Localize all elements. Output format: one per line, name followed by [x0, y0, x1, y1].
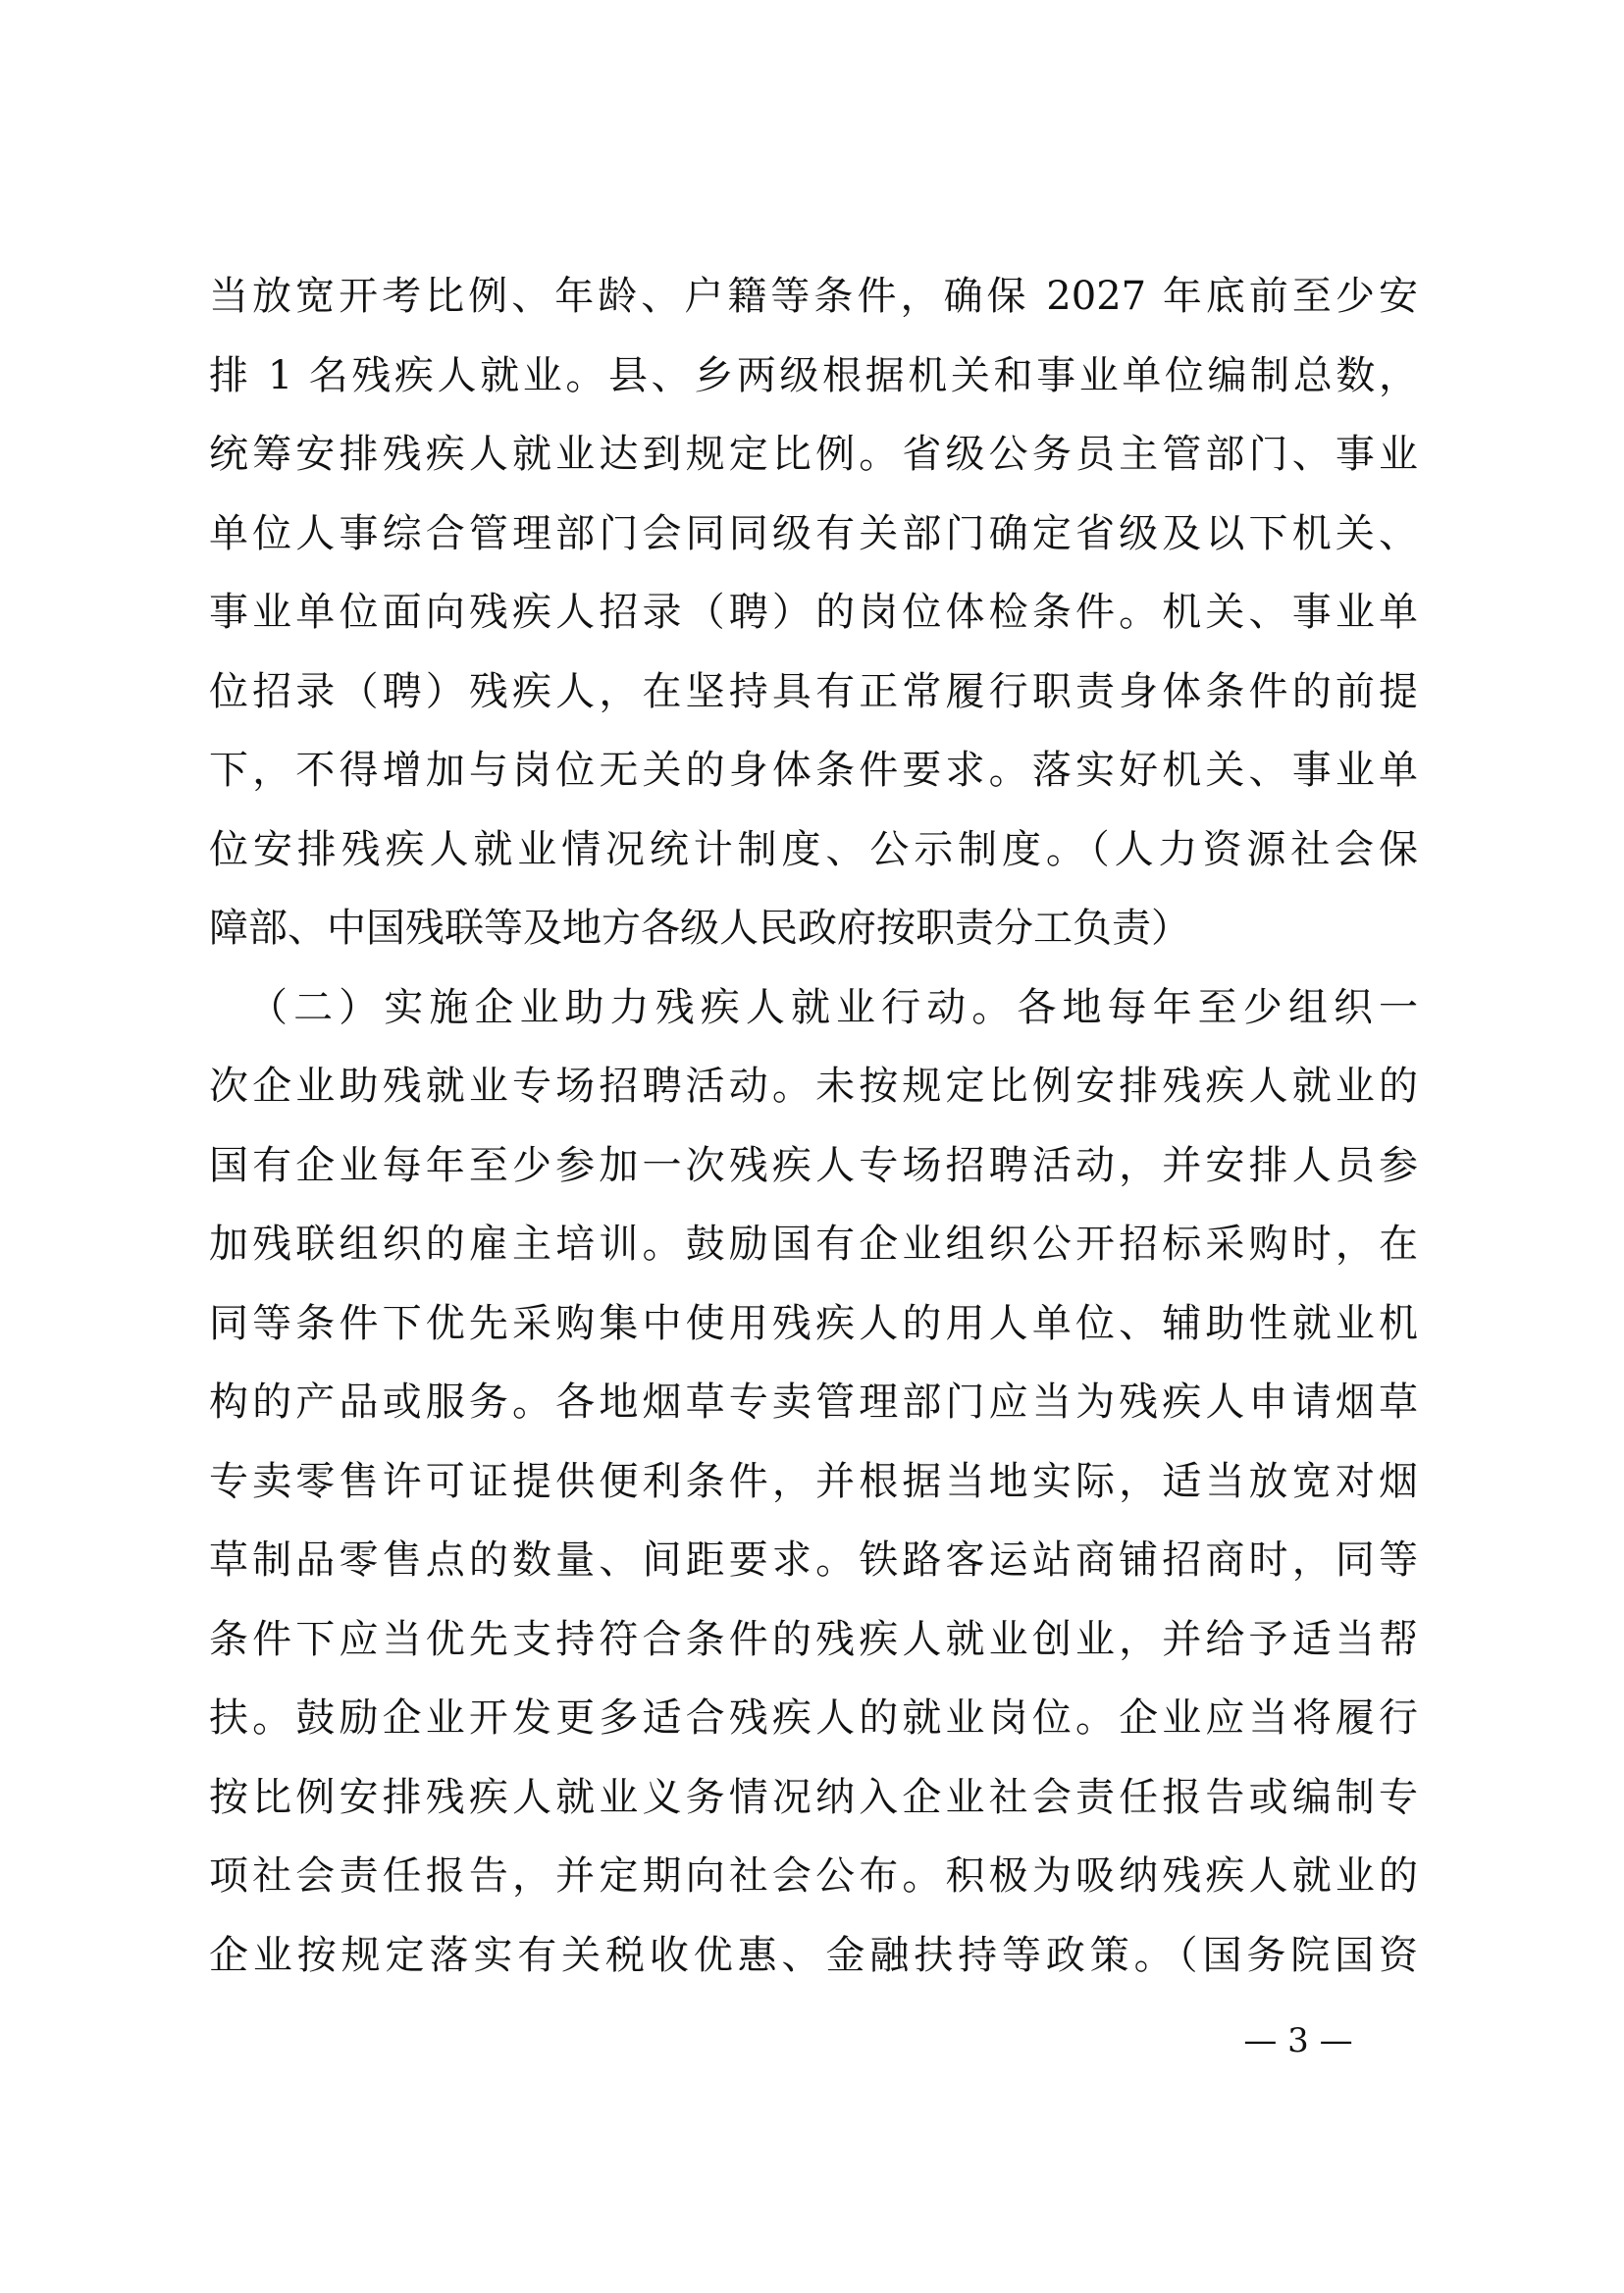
paragraph-1: [209, 257, 1418, 968]
text-line: 次企业助残就业专场招聘活动。未按规定比例安排残疾人就业的: [209, 1064, 1418, 1109]
text-line: 位安排残疾人就业情况统计制度、公示制度。（人力资源社会保: [209, 826, 1418, 872]
text-line: 同等条件下优先采购集中使用残疾人的用人单位、辅助性就业机: [209, 1300, 1418, 1346]
text-line: 国有企业每年至少参加一次残疾人专场招聘活动，并安排人员参: [209, 1142, 1418, 1188]
text-line: 下，不得增加与岗位无关的身体条件要求。落实好机关、事业单: [209, 748, 1418, 793]
text-line: 草制品零售点的数量、间距要求。铁路客运站商铺招商时，同等: [209, 1537, 1418, 1583]
text-line: 项社会责任报告，并定期向社会公布。积极为吸纳残疾人就业的: [209, 1853, 1418, 1899]
text-line: 排 1 名残疾人就业。县、乡两级根据机关和事业单位编制总数，: [209, 352, 1418, 398]
text-line: 加残联组织的雇主培训。鼓励国有企业组织公开招标采购时，在: [209, 1222, 1418, 1267]
text-line: 事业单位面向残疾人招录（聘）的岗位体检条件。机关、事业单: [209, 590, 1418, 635]
text-line: 当放宽开考比例、年龄、户籍等条件，确保 2027 年底前至少安: [209, 274, 1418, 319]
body-text: [209, 257, 1418, 1995]
text-line-indented: （二）实施企业助力残疾人就业行动。各地每年至少组织一: [248, 984, 1418, 1030]
text-line: 统筹安排残疾人就业达到规定比例。省级公务员主管部门、事业: [209, 432, 1418, 477]
text-line: 企业按规定落实有关税收优惠、金融扶持等政策。（国务院国资: [209, 1932, 1418, 1978]
text-line: 专卖零售许可证提供便利条件，并根据当地实际，适当放宽对烟: [209, 1458, 1418, 1504]
paragraph-2: [209, 968, 1418, 1996]
text-line: 按比例安排残疾人就业义务情况纳入企业社会责任报告或编制专: [209, 1774, 1418, 1820]
text-line: 单位人事综合管理部门会同同级有关部门确定省级及以下机关、: [209, 510, 1418, 556]
text-line: 障部、中国残联等及地方各级人民政府按职责分工负责）: [209, 906, 1190, 951]
text-line: 构的产品或服务。各地烟草专卖管理部门应当为残疾人申请烟草: [209, 1380, 1418, 1425]
page-number: — 3 —: [1243, 2021, 1353, 2060]
text-line: 扶。鼓励企业开发更多适合残疾人的就业岗位。企业应当将履行: [209, 1695, 1418, 1741]
text-line: 条件下应当优先支持符合条件的残疾人就业创业，并给予适当帮: [209, 1616, 1418, 1662]
text-line: 位招录（聘）残疾人，在坚持具有正常履行职责身体条件的前提: [209, 668, 1418, 714]
